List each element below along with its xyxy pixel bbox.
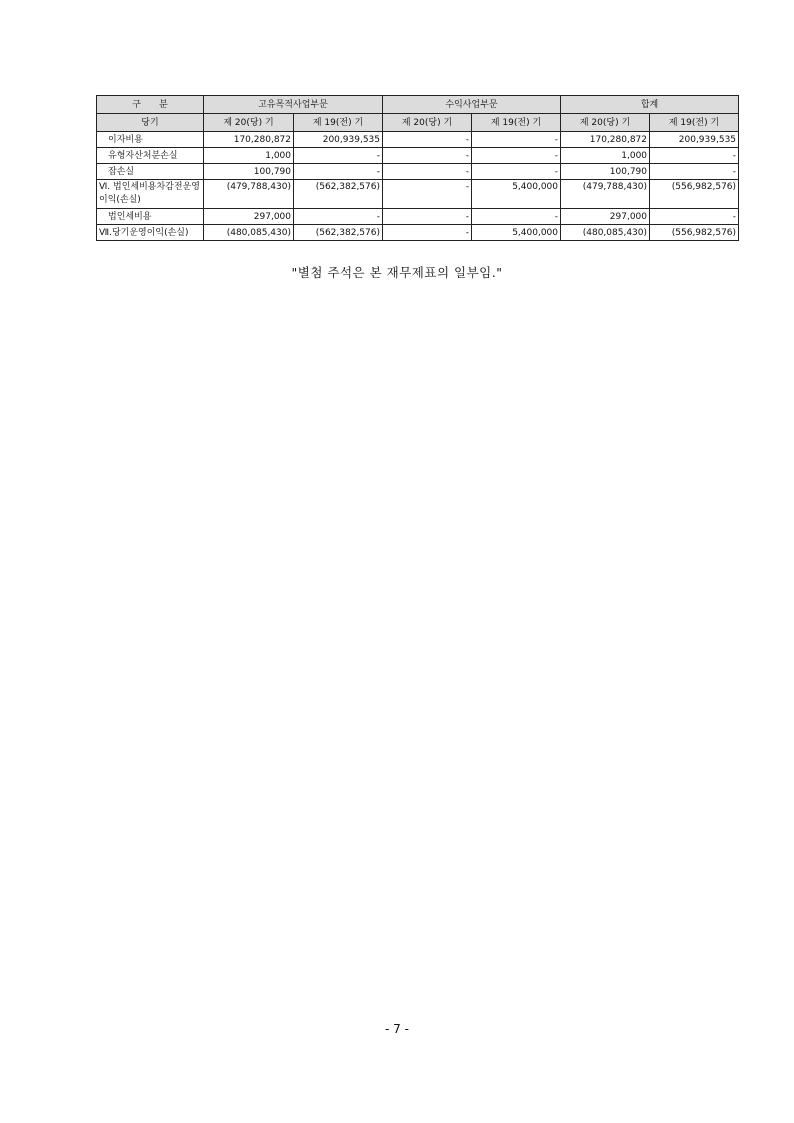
table-row	[97, 148, 739, 164]
header-group-nonprofit: 고유목적사업부문	[204, 96, 383, 114]
table-cell: (479,788,430)	[204, 180, 294, 209]
table-row	[97, 209, 739, 225]
header-period: 제 19(전) 기	[650, 114, 739, 132]
page-number: - 7 -	[385, 1022, 409, 1036]
table-cell: (562,382,576)	[294, 180, 383, 209]
table-cell: -	[383, 209, 472, 225]
header-period: 제 20(당) 기	[561, 114, 650, 132]
row-label: 잡손실	[97, 164, 204, 180]
table-row	[97, 164, 739, 180]
row-label: 법인세비용	[97, 209, 204, 225]
header-row-groups	[97, 96, 739, 114]
table-cell: -	[650, 164, 739, 180]
table-cell: -	[383, 132, 472, 148]
table-cell: 170,280,872	[204, 132, 294, 148]
table-cell: 297,000	[561, 209, 650, 225]
table-cell: (556,982,576)	[650, 225, 739, 241]
table-cell: -	[294, 209, 383, 225]
table-cell: -	[294, 164, 383, 180]
table-cell: 5,400,000	[472, 180, 561, 209]
header-period: 제 20(당) 기	[204, 114, 294, 132]
table-cell: (480,085,430)	[561, 225, 650, 241]
table-cell: -	[294, 148, 383, 164]
table-row	[97, 225, 739, 241]
header-period-label: 당기	[97, 114, 204, 132]
header-period: 제 19(전) 기	[472, 114, 561, 132]
header-period: 제 19(전) 기	[294, 114, 383, 132]
row-label: 유형자산처분손실	[97, 148, 204, 164]
table-cell: -	[472, 209, 561, 225]
table-cell: -	[472, 132, 561, 148]
table-cell: 170,280,872	[561, 132, 650, 148]
table-cell: -	[383, 180, 472, 209]
table-cell: 200,939,535	[650, 132, 739, 148]
header-category: 구 분	[97, 96, 204, 114]
row-label: Ⅶ.당기운영이익(손실)	[97, 225, 204, 241]
table-cell: -	[650, 209, 739, 225]
header-period: 제 20(당) 기	[383, 114, 472, 132]
row-label: Ⅵ. 법인세비용차감전운영이익(손실)	[97, 180, 204, 209]
table-cell: (480,085,430)	[204, 225, 294, 241]
financial-table	[96, 95, 739, 241]
table-cell: 100,790	[561, 164, 650, 180]
table-cell: (556,982,576)	[650, 180, 739, 209]
table-cell: -	[383, 225, 472, 241]
table-cell: -	[650, 148, 739, 164]
header-group-profit: 수익사업부문	[383, 96, 561, 114]
table-cell: -	[472, 164, 561, 180]
table-row	[97, 132, 739, 148]
table-cell: 1,000	[204, 148, 294, 164]
header-group-total: 합계	[561, 96, 739, 114]
table-cell: 100,790	[204, 164, 294, 180]
table-cell: 1,000	[561, 148, 650, 164]
table-cell: (479,788,430)	[561, 180, 650, 209]
table-row	[97, 180, 739, 209]
table-cell: -	[383, 148, 472, 164]
table-cell: 5,400,000	[472, 225, 561, 241]
table-cell: 297,000	[204, 209, 294, 225]
table-cell: -	[383, 164, 472, 180]
table-cell: (562,382,576)	[294, 225, 383, 241]
header-row-periods	[97, 114, 739, 132]
row-label: 이자비용	[97, 132, 204, 148]
footnote: "별첨 주석은 본 재무제표의 일부임."	[291, 265, 503, 280]
table-cell: 200,939,535	[294, 132, 383, 148]
table-cell: -	[472, 148, 561, 164]
